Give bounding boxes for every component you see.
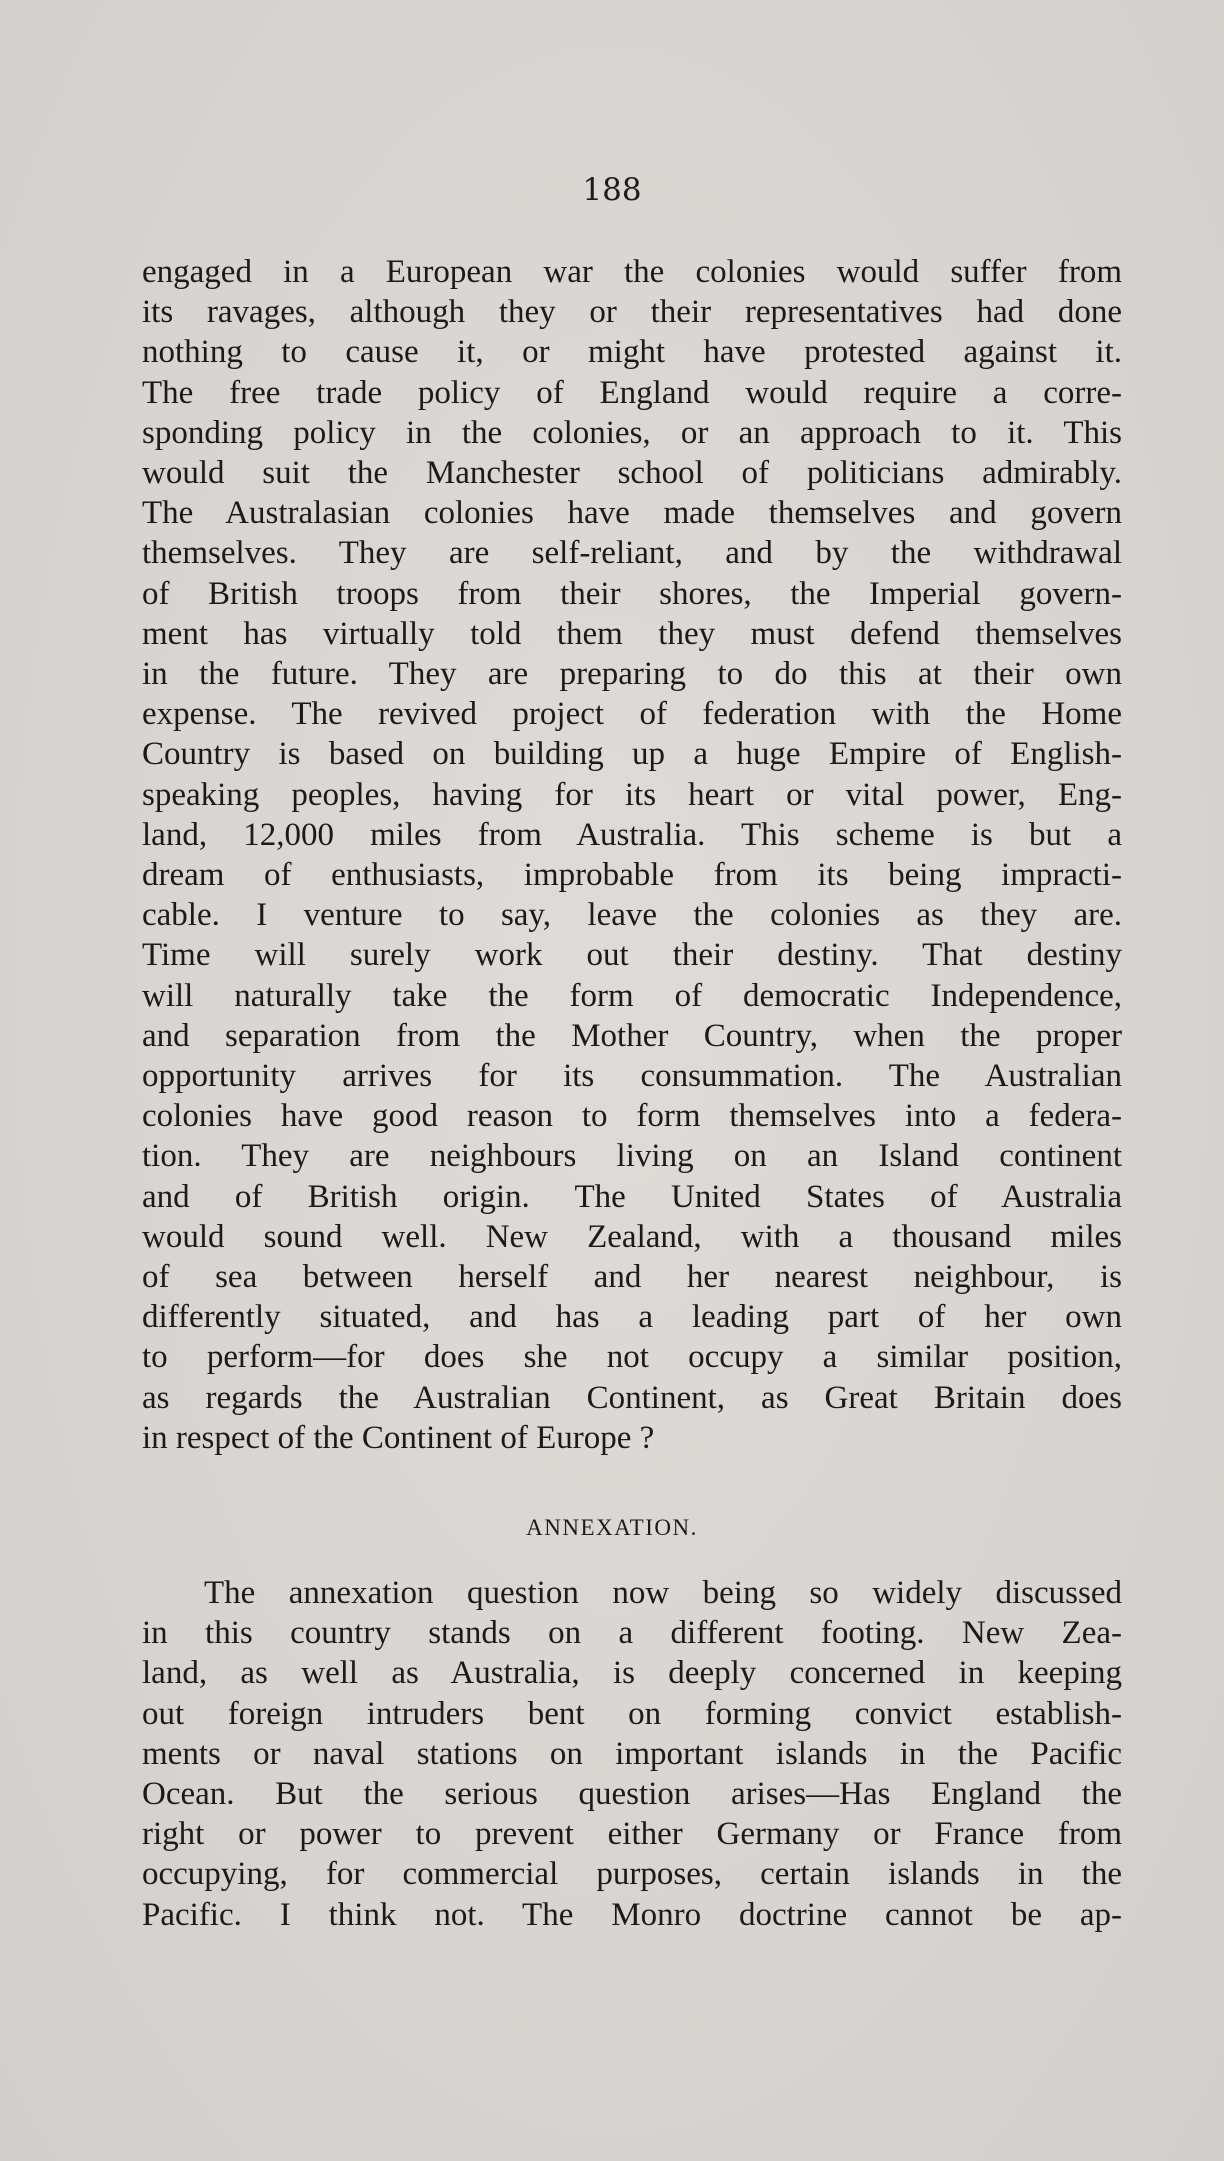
- text-line: right or power to prevent either Germany or France from: [142, 1816, 1122, 1853]
- text-line: nothing to cause it, or might have protested against it.: [142, 334, 1122, 371]
- section-heading: ANNEXATION.: [526, 1515, 698, 1540]
- text-line: and separation from the Mother Country, when the proper: [142, 1017, 1122, 1054]
- text-line: opportunity arrives for its consummation. The Australian: [142, 1058, 1122, 1095]
- text-line: differently situated, and has a leading part of her own: [142, 1299, 1122, 1336]
- text-line: Country is based on building up a huge Empire of English-: [142, 736, 1122, 773]
- text-line: The Australasian colonies have made themselves and govern: [142, 495, 1122, 532]
- text-line: of sea between herself and her nearest neighbour, is: [142, 1259, 1122, 1296]
- text-line: The annexation question now being so widely discussed: [204, 1575, 1122, 1611]
- text-line: as regards the Australian Continent, as Great Britain does: [142, 1379, 1122, 1416]
- text-line: of British troops from their shores, the Imperial govern-: [142, 575, 1122, 612]
- text-line: would sound well. New Zealand, with a thousand miles: [142, 1218, 1122, 1255]
- text-line: ments or naval stations on important islands in the Pacific: [142, 1735, 1122, 1772]
- text-line: to perform—for does she not occupy a similar position,: [142, 1339, 1122, 1376]
- text-line: land, 12,000 miles from Australia. This scheme is but a: [142, 816, 1122, 853]
- text-line: would suit the Manchester school of politicians admirably.: [142, 455, 1122, 492]
- text-line: expense. The revived project of federation with the Home: [142, 696, 1122, 733]
- text-line: Time will surely work out their destiny. That destiny: [142, 937, 1122, 974]
- text-line: occupying, for commercial purposes, certain islands in the: [142, 1856, 1122, 1893]
- text-line: themselves. They are self-reliant, and by the withdrawal: [142, 535, 1122, 572]
- paragraph-annexation: [142, 1573, 1122, 1935]
- text-line: The free trade policy of England would require a corre-: [142, 374, 1122, 411]
- text-line: speaking peoples, having for its heart or vital power, Eng-: [142, 776, 1122, 813]
- text-line: sponding policy in the colonies, or an approach to it. This: [142, 414, 1122, 451]
- text-line: land, as well as Australia, is deeply concerned in keeping: [142, 1655, 1122, 1692]
- text-line: ment has virtually told them they must defend themselves: [142, 615, 1122, 652]
- paragraph-federation: [142, 252, 1122, 1458]
- text-line: in the future. They are preparing to do this at their own: [142, 656, 1122, 693]
- text-line: Ocean. But the serious question arises—Has England the: [142, 1776, 1122, 1813]
- text-line: will naturally take the form of democratic Independence,: [142, 977, 1122, 1014]
- text-line: tion. They are neighbours living on an Island continent: [142, 1138, 1122, 1175]
- text-line: dream of enthusiasts, improbable from its being impracti-: [142, 857, 1122, 894]
- text-line: Pacific. I think not. The Monro doctrine cannot be ap-: [142, 1896, 1122, 1933]
- text-line: in respect of the Continent of Europe ?: [142, 1419, 655, 1456]
- text-line: and of British origin. The United States of Australia: [142, 1178, 1122, 1215]
- page-number: 188: [582, 172, 642, 208]
- text-line: cable. I venture to say, leave the colonies as they are.: [142, 897, 1122, 934]
- text-line: in this country stands on a different footing. New Zea-: [142, 1615, 1122, 1652]
- text-line: out foreign intruders bent on forming convict establish-: [142, 1695, 1122, 1732]
- text-line: engaged in a European war the colonies would suffer from: [142, 254, 1122, 290]
- text-line: its ravages, although they or their representatives had done: [142, 294, 1122, 331]
- text-line: colonies have good reason to form themselves into a federa-: [142, 1098, 1122, 1135]
